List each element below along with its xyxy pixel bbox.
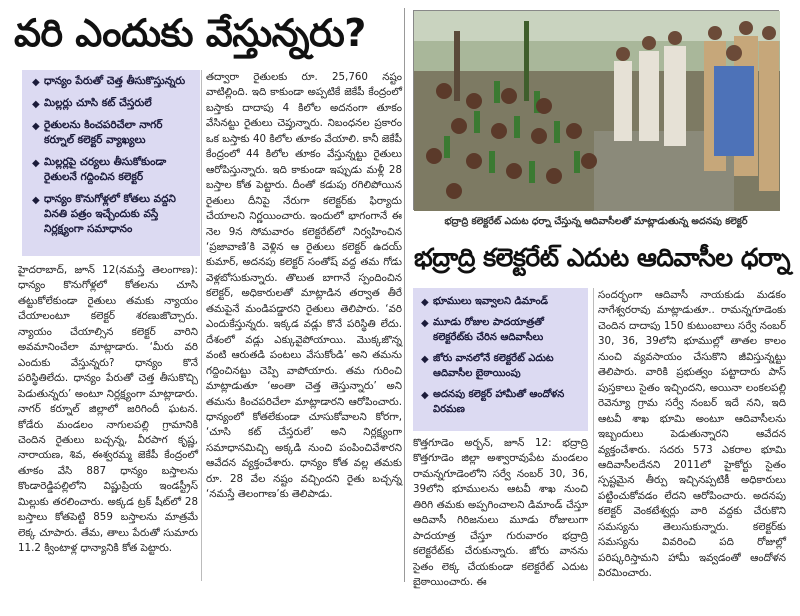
bullet-icon: ◆ [32, 195, 40, 206]
right-headline: భద్రాద్రి కలెక్టరేట్ ఎదుట ఆదివాసీల ధర్నా [414, 243, 791, 272]
highlight-item: ◆ ధాన్యం కొనుగోళ్లలో కోతలు వద్దని వినతి పత్రం ఇచ్చేందుకు వస్తే నిర్లక్ష్యంగా సమాధానం [32, 193, 176, 235]
highlight-item: ◆ మిల్లర్లపై చర్యలు తీసుకోకుండా రైతులనే గద్దించిన కలెక్టర్ [32, 156, 167, 183]
left-story-body-col1: హైదరాబాద్, జూన్ 12(నమస్తే తెలంగాణ): ధాన్యం కొనుగోళ్లలో కోతలను చూసి తట్టుకోలేకుండా రైతులు తమకు న్యాయం చేయాలంటూ కలెక్టర్ శరణుజొచ్చారు. న్యాయం చేయాల్సిన కలెక్టర్ వారిని అవమానించేలా మాట్లాడారు. ‘మీరు వరి ఎందుకు వేస్తున్నరు? ధాన్యం కొనే పరిస్థితిలేదు. ధాన్యం పేరుతో చెత్త తీసుకొచ్చి పెడుతున్నరు’ అంటూ నిర్లక్ష్యంగా మాట్లాడారు. నాగర్ కర్నూల్ జిల్లాలో జరిగిందీ ఘటన. కోడేరు మండలం నాగులపల్లి గ్రామానికి చెందిన రైతులు బచ్చన్న, వీరపాగ కృష్ణ, నారాయణ, శివ, ఈశ్వరమ్మ జెకేపీ కేంద్రంలో తూకం వేసి 887 ధాన్యం బస్తాలను కొండారెడ్డిపల్లిలోని విష్ణుప్రియ ఇండస్ట్రీస్ మిల్లుకు తరలించారు. అక్కడ ట్రక్ షీట్‌లో 28 బస్తాలు కోతపెట్టి 859 బస్తాలను మాత్రమే లెక్క చూపారు. తేమ, తాలు పేరుతో సుమారు 11.2 క్వింటాళ్ల ధాన్యానికి కోత పెట్టారు. [18, 264, 198, 555]
right-story-body-col1: కొత్తగూడెం అర్బన్, జూన్ 12: భద్రాద్రి కొత్తగూడెం జిల్లా అశ్వారావుపేట మండలం రామన్నగూడెంలోని సర్వే నంబర్ 30, 36, 39లోని భూములను ఆటవీ శాఖ నుంచి తిరిగి తమకు అప్పగించాలని డిమాండ్ చేస్తూ ఆదివాసీ గిరిజనులు మూడు రోజులుగా పాదయాత్ర చేస్తూ గురువారం భద్రాద్రి కలెక్టరేట్‌కు చేరుకున్నారు. జోరు వానను సైతం లెక్క చేయకుండా కలెక్టరేట్ ఎదుట బైఠాయించారు. ఈ [413, 437, 588, 589]
bullet-icon: ◆ [421, 318, 429, 329]
protest-photo-illustration [414, 11, 780, 211]
bullet-icon: ◆ [32, 121, 40, 132]
story-divider [404, 8, 405, 582]
bullet-icon: ◆ [421, 297, 429, 308]
bullet-icon: ◆ [32, 99, 40, 110]
column-divider [201, 70, 202, 581]
highlight-item: ◆ అదనపు కలెక్టర్ హామీతో ఆందోళన విరమణ [421, 389, 565, 415]
bullet-icon: ◆ [32, 77, 40, 88]
right-highlights-box [413, 288, 588, 431]
highlight-item: ◆ మిల్లర్లు చూసి కట్ చేస్తరులే [32, 97, 152, 110]
highlight-item: ◆ మూడు రోజుల పాదయాత్రతో కలెక్టరేట్‌కు చేరిన ఆదివాసీలు [421, 317, 544, 343]
left-highlights-box [22, 70, 200, 256]
bullet-icon: ◆ [421, 390, 429, 401]
left-story-body-col2: తద్వారా రైతులకు రూ. 25,760 నష్టం వాటిల్లింది. ఇది కాకుండా అప్పటికే జెకేపీ కేంద్రంలో బస్తాకు దాదాపు 4 కిలోల అదనంగా తూకం వేసినట్టు రైతులు చెప్తున్నారు. నిబంధనల ప్రకారం ఒక బస్తాకు 40 కిలోల తూకం వేయాలి. కానీ జెకేపీ కేంద్రంలో 44 కిలోల తూకం వేస్తున్నట్టు రైతులు ఆరోపిస్తున్నారు. ఇది కాకుండా ఇప్పుడు మళ్లీ 28 బస్తాల కోత పెట్టారు. దీంతో కడుపు రగిలిపోయిన రైతులు దీనిపై నేరుగా కలెక్టర్‌కు ఫిర్యాదు చేయాలని నిర్ణయించారు. ఇందులో భాగంగానే ఈ నెల 9న సోమవారం కలెక్టరేట్‌లో నిర్వహించిన ‘ప్రజావాణి’కి వెళ్లిన ఆ రైతులు కలెక్టర్ ఉదయ్ కుమార్, అదనపు కలెక్టర్ సంతోష్ వద్ద తమ గోడు వెళ్లబోసుకున్నారు. తొలుత బాగానే స్పందించిన కలెక్టర్, అధికారులతో మాట్లాడిన తర్వాత తీరే తమపైనే మండిపడ్డారని రైతులు తెలిపారు. ‘వరి ఎందుకేస్తున్నరు. ఇక్కడ వడ్లు కొనే పరిస్థితి లేదు. దేశంలో వడ్లు ఎక్కువైపోయాయి. మొక్కజొన్న వంటి ఆరుతడి పంటలు వేసుకోండి’ అని తమను గద్దించినట్టు చెప్పి వాపోయారు. తమ గురించి మాట్లాడుతూ ‘అంతా చెత్త తెస్తున్నారు’ అని తమను కించపరిచేలా మాట్లాడారని ఆరోపించారు. ధాన్యంలో కోతలేకుండా చూసుకోవాలని కోరగా, ‘చూసి కట్ చేస్తరులే’ అని నిర్లక్ష్యంగా సమాధానమిచ్చి అక్కడి నుంచి పంపించివేశారని ఆవేదన వ్యక్తంచేశారు. ధాన్యం కోత వల్ల తమకు రూ. 28 వేల నష్టం వచ్చిందని రైతు బచ్చన్న ‘నమస్తే తెలంగాణ’కు తెలిపాడు. [206, 71, 402, 501]
bullet-icon: ◆ [421, 354, 429, 365]
protest-photo [413, 10, 779, 210]
photo-caption: భద్రాద్రి కలెక్టరేట్ ఎదుట ధర్నా చేస్తున్న ఆదివాసీలతో మాట్లాడుతున్న అదనపు కలెక్టర్ [444, 216, 748, 227]
highlight-item: ◆ జోరు వానలోనే కలెక్టరేట్ ఎదుట ఆదివాసీల బైఠాయింపు [421, 353, 554, 379]
highlight-item: ◆ భూములు ఇవ్వాలని డిమాండ్ [421, 296, 549, 308]
bullet-icon: ◆ [32, 158, 40, 169]
right-story-body-col2: సందర్భంగా ఆదివాసీ నాయకుడు మడకం నాగేశ్వరరావు మాట్లాడుతూ.. రామన్నగూడెంకు చెందిన దాదాపు 150 కుటుంబాలు సర్వే నంబర్ 30, 36, 39లోని భూముల్లో తాతల కాలం నుంచి వ్యవసాయం చేసుకొని జీవిస్తున్నట్టు తెలిపారు. వారికి ప్రభుత్వం పట్టాదారు పాస్ పుస్తకాలు సైతం ఇచ్చిందని, అయినా లంకలపల్లి రెవెన్యూ గ్రామ సర్వే నంబర్ ఇదే నని, ఇది ఆటవీ శాఖ భూమి అంటూ ఆదివాసీలను ఇబ్బందులు పెడుతున్నారని ఆవేదన వ్యక్తంచేశారు. సదరు 573 ఎకరాల భూమి ఆదివాసీలదేనని 2011లో హైకోర్టు సైతం స్పష్టమైన తీర్పు ఇచ్చినప్పటికీ అధికారులు పట్టించుకోవడం లేదని ఆరోపించారు. అదనపు కలెక్టర్ వెంకటేశ్వర్లు వారి వద్దకు చేరుకొని సమస్యను తెలుసుకున్నారు. కలెక్టర్‌కు సమస్యను వివరించి పది రోజుల్లో పరిష్కరిస్తామని హామీ ఇవ్వడంతో ఆందోళన విరమించారు. [598, 289, 786, 580]
left-headline: వరి ఎందుకు వేస్తున్నరు? [14, 11, 366, 55]
column-divider [593, 288, 594, 581]
highlight-item: ◆ ధాన్యం పేరుతో చెత్త తీసుకొస్తున్నరు [32, 75, 186, 88]
highlight-item: ◆ రైతులను కించపరిచేలా నాగర్ కర్నూల్ కలెక్టర్ వ్యాఖ్యలు [32, 119, 163, 146]
